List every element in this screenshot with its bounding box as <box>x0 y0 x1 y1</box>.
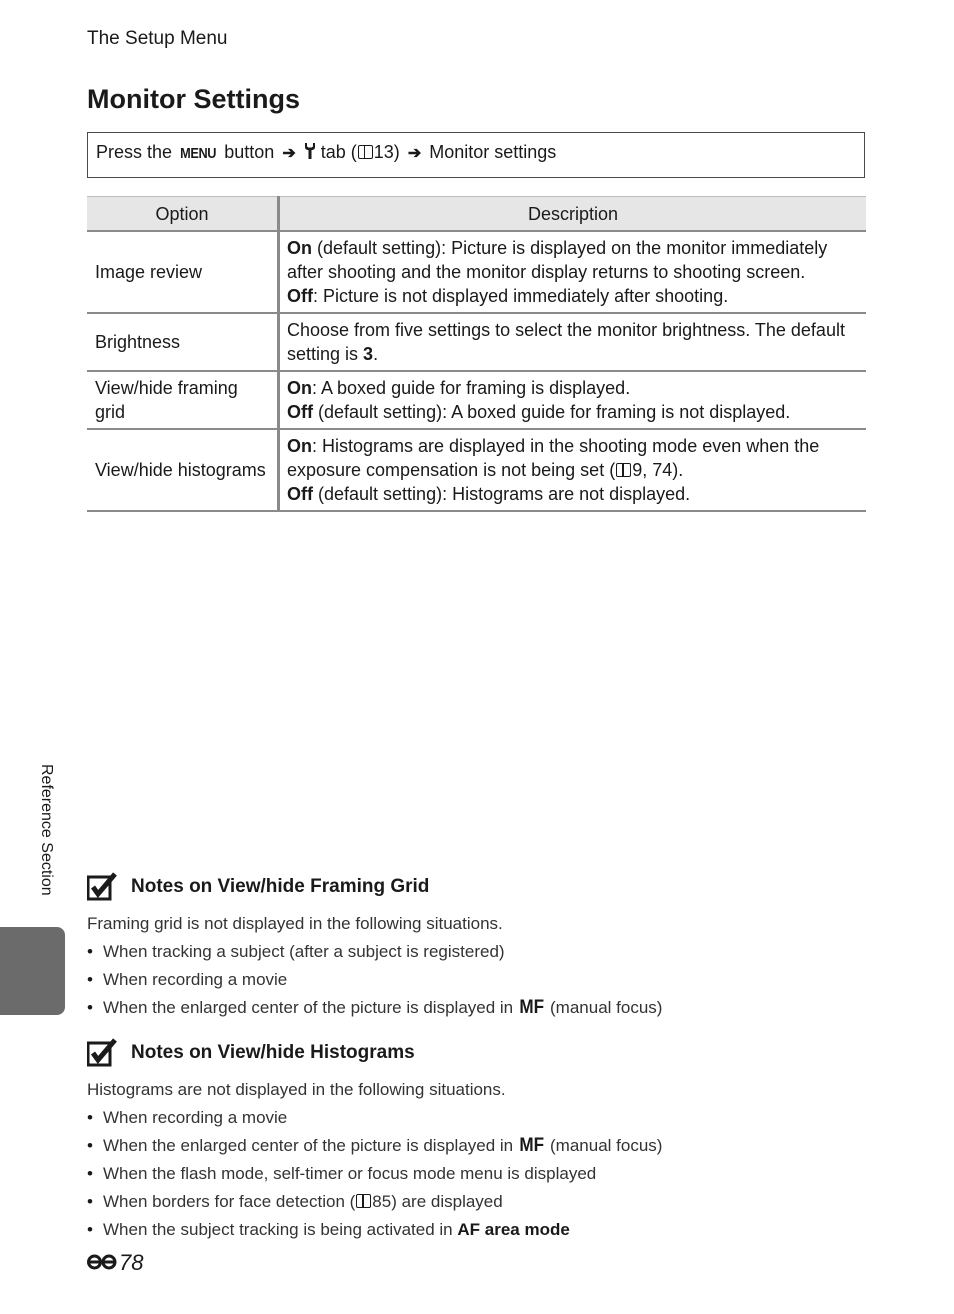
book-reference-icon <box>616 463 631 477</box>
setting-value: Off <box>287 484 313 504</box>
book-reference-icon <box>358 145 373 159</box>
list-item: • When tracking a subject (after a subject is registered) <box>87 938 887 966</box>
description-text: Choose from five settings to select the monitor brightness. The default setting is <box>287 320 845 364</box>
page-reference: 9, 74). <box>632 460 684 480</box>
list-item: • When the flash mode, self-timer or focus mode menu is displayed <box>87 1160 887 1188</box>
note-list <box>87 938 887 1022</box>
check-note-icon <box>87 1038 117 1068</box>
manual-focus-icon: MF <box>519 997 544 1018</box>
setup-wrench-icon <box>304 142 316 165</box>
list-item-emphasis: AF area mode <box>457 1220 570 1239</box>
menu-button-glyph: MENU <box>180 145 217 162</box>
note-histograms <box>87 1036 887 1244</box>
note-header <box>87 1036 887 1070</box>
setting-value: On <box>287 436 312 456</box>
page-title: Monitor Settings <box>87 84 300 114</box>
option-cell: Brightness <box>87 313 279 371</box>
list-item <box>87 1188 887 1216</box>
table-row <box>87 313 866 371</box>
description-text: (default setting): Histograms are not displayed. <box>313 484 691 504</box>
column-header-description: Description <box>279 197 867 232</box>
list-item: • When recording a movie <box>87 1104 887 1132</box>
page-footer <box>87 1250 143 1276</box>
right-arrow-icon: ➔ <box>282 145 296 162</box>
nav-tab-ref: 13) <box>373 142 400 162</box>
right-arrow-icon: ➔ <box>407 145 422 162</box>
note-framing-grid <box>87 870 887 1022</box>
description-text: . <box>373 344 379 364</box>
note-title: Notes on View/hide Histograms <box>131 1042 415 1063</box>
description-cell <box>279 231 867 313</box>
setting-value: On <box>287 378 312 398</box>
list-item: • When recording a movie <box>87 966 887 994</box>
description-text: : Histograms are displayed in the shooting mode even when the exposure compensation is not being set ( <box>287 436 820 480</box>
setting-value: Off <box>287 402 313 422</box>
note-title: Notes on View/hide Framing Grid <box>131 876 430 897</box>
reference-section-icon <box>87 1250 117 1276</box>
description-cell <box>279 429 867 511</box>
settings-table <box>87 196 866 512</box>
book-reference-icon <box>356 1194 371 1208</box>
nav-target: Monitor settings <box>429 142 557 162</box>
note-intro: Histograms are not displayed in the following situations. <box>87 1080 506 1099</box>
setting-value: Off <box>287 286 313 306</box>
description-cell <box>279 313 867 371</box>
table-row <box>87 371 866 429</box>
check-note-icon <box>87 872 117 902</box>
list-item-text: (manual focus) <box>545 998 663 1017</box>
side-tab-label: Reference Section <box>38 764 55 896</box>
list-item-text: When the subject tracking is being activated in <box>103 1220 458 1239</box>
list-item <box>87 1132 887 1160</box>
nav-tab-text: tab ( <box>320 142 357 162</box>
table-row <box>87 429 866 511</box>
table-header-row <box>87 197 866 232</box>
list-item <box>87 1216 887 1244</box>
manual-focus-icon: MF <box>519 1135 544 1156</box>
note-header <box>87 870 887 904</box>
column-header-option: Option <box>87 197 279 232</box>
list-item-text: (manual focus) <box>545 1136 663 1155</box>
description-text: (default setting): A boxed guide for framing is not displayed. <box>313 402 791 422</box>
option-cell: View/hide framing grid <box>87 371 279 429</box>
menu-path-box <box>87 132 865 178</box>
page-number: 78 <box>119 1250 144 1275</box>
reference-section-tab <box>0 927 65 1015</box>
list-item-text: 85) are displayed <box>372 1192 503 1211</box>
description-cell <box>279 371 867 429</box>
setting-value: On <box>287 238 312 258</box>
nav-press-the: Press the <box>96 142 173 162</box>
note-intro: Framing grid is not displayed in the following situations. <box>87 914 503 933</box>
list-item-text: When borders for face detection ( <box>103 1192 356 1211</box>
description-text: : Picture is not displayed immediately after shooting. <box>313 286 729 306</box>
note-list <box>87 1104 887 1244</box>
section-header: The Setup Menu <box>87 28 228 49</box>
list-item <box>87 994 887 1022</box>
option-cell: Image review <box>87 231 279 313</box>
list-item-text: When the enlarged center of the picture is displayed in <box>103 998 518 1017</box>
nav-button-word: button <box>224 142 275 162</box>
description-text: : A boxed guide for framing is displayed. <box>312 378 631 398</box>
description-text: (default setting): Picture is displayed on the monitor immediately after shooting and the monitor display returns to shooting screen. <box>287 238 828 282</box>
list-item-text: When the enlarged center of the picture is displayed in <box>103 1136 518 1155</box>
setting-value: 3 <box>363 344 374 364</box>
option-cell: View/hide histograms <box>87 429 279 511</box>
table-row <box>87 231 866 313</box>
